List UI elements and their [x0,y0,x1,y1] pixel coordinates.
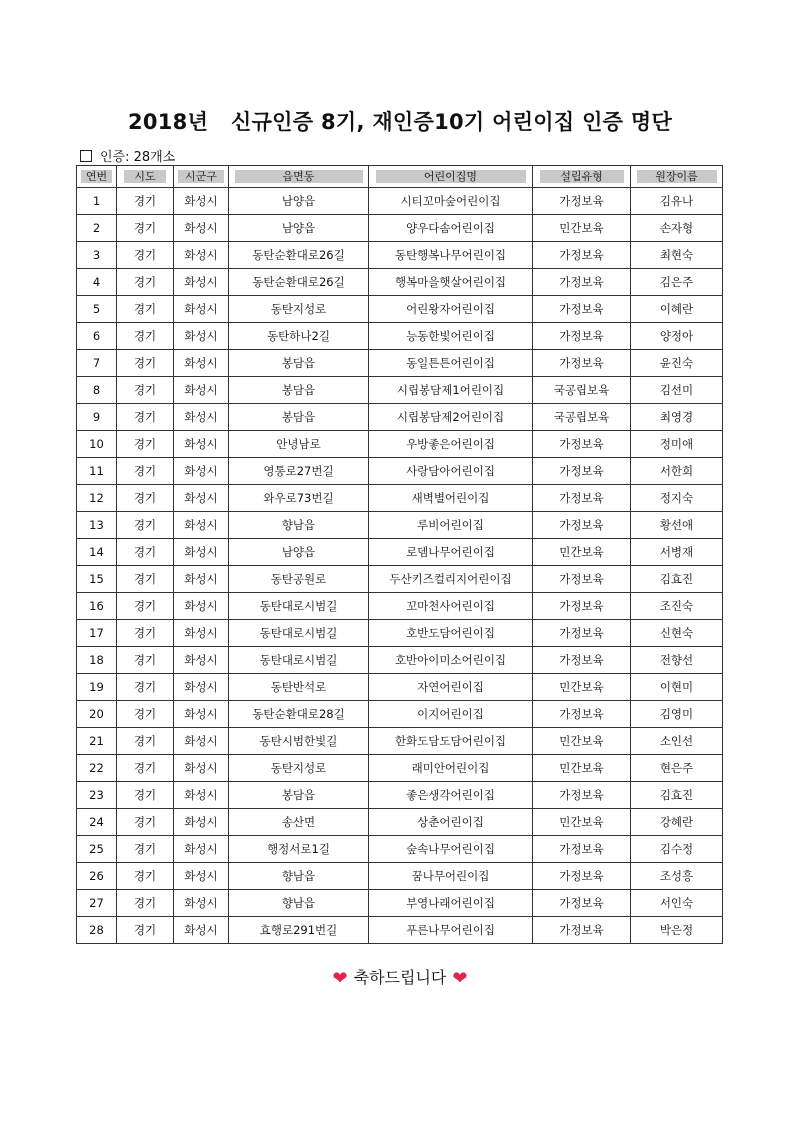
table-cell: 경기 [117,890,174,917]
table-cell: 호반아이미소어린이집 [369,647,533,674]
table-row [77,620,723,647]
table-row [77,863,723,890]
table-cell: 20 [77,701,117,728]
table-cell: 윤진숙 [631,350,723,377]
table-cell: 경기 [117,593,174,620]
table-cell: 향남읍 [229,512,369,539]
table-row [77,404,723,431]
table-cell: 시립봉담제1어린이집 [369,377,533,404]
table-cell: 가정보육 [533,647,631,674]
table-cell: 7 [77,350,117,377]
table-cell: 경기 [117,431,174,458]
table-cell: 17 [77,620,117,647]
table-cell: 28 [77,917,117,944]
table-row [77,647,723,674]
table-cell: 화성시 [174,647,229,674]
table-cell: 6 [77,323,117,350]
table-cell: 가정보육 [533,863,631,890]
table-cell: 화성시 [174,809,229,836]
table-cell: 가정보육 [533,323,631,350]
table-cell: 능동한빛어린이집 [369,323,533,350]
table-cell: 화성시 [174,539,229,566]
table-cell: 동탄지성로 [229,755,369,782]
col-header-district: 읍면동 [229,166,369,188]
table-row [77,566,723,593]
table-cell: 동탄대로시범길 [229,620,369,647]
table-cell: 화성시 [174,350,229,377]
table-cell: 김선미 [631,377,723,404]
table-row [77,188,723,215]
table-cell: 최영경 [631,404,723,431]
table-cell: 경기 [117,242,174,269]
table-cell: 18 [77,647,117,674]
table-cell: 국공립보육 [533,404,631,431]
table-cell: 좋은생각어린이집 [369,782,533,809]
table-row [77,269,723,296]
table-cell: 화성시 [174,242,229,269]
table-cell: 화성시 [174,620,229,647]
table-cell: 향남읍 [229,863,369,890]
table-cell: 자연어린이집 [369,674,533,701]
table-cell: 10 [77,431,117,458]
table-cell: 향남읍 [229,890,369,917]
table-cell: 가정보육 [533,593,631,620]
table-cell: 김수정 [631,836,723,863]
table-cell: 화성시 [174,485,229,512]
table-cell: 양정아 [631,323,723,350]
table-cell: 시티꼬마숲어린이집 [369,188,533,215]
table-cell: 신현숙 [631,620,723,647]
table-cell: 19 [77,674,117,701]
table-cell: 민간보육 [533,809,631,836]
table-cell: 경기 [117,458,174,485]
table-cell: 양우다솜어린이집 [369,215,533,242]
checkbox-square-icon [80,150,92,162]
table-row [77,593,723,620]
table-cell: 경기 [117,836,174,863]
table-cell: 경기 [117,755,174,782]
table-cell: 최현숙 [631,242,723,269]
table-cell: 8 [77,377,117,404]
table-row [77,836,723,863]
table-cell: 가정보육 [533,350,631,377]
table-cell: 화성시 [174,377,229,404]
table-cell: 1 [77,188,117,215]
col-header-number: 연번 [77,166,117,188]
table-cell: 경기 [117,377,174,404]
table-cell: 11 [77,458,117,485]
table-cell: 상춘어린이집 [369,809,533,836]
table-cell: 영통로27번길 [229,458,369,485]
table-cell: 조진숙 [631,593,723,620]
table-cell: 손자형 [631,215,723,242]
table-cell: 경기 [117,809,174,836]
table-cell: 가정보육 [533,566,631,593]
table-cell: 동탄시범한빛길 [229,728,369,755]
table-cell: 15 [77,566,117,593]
summary-text: 인증: 28개소 [100,150,176,165]
table-cell: 행복마을햇살어린이집 [369,269,533,296]
table-cell: 12 [77,485,117,512]
table-cell: 이현미 [631,674,723,701]
table-cell: 현은주 [631,755,723,782]
table-cell: 두산키즈컬리지어린이집 [369,566,533,593]
table-cell: 봉담읍 [229,782,369,809]
table-cell: 봉담읍 [229,350,369,377]
table-cell: 23 [77,782,117,809]
table-cell: 화성시 [174,674,229,701]
table-cell: 정지숙 [631,485,723,512]
table-row [77,431,723,458]
table-cell: 14 [77,539,117,566]
table-row [77,728,723,755]
table-cell: 정미애 [631,431,723,458]
certification-table [76,165,723,944]
table-cell: 민간보육 [533,728,631,755]
table-cell: 강혜란 [631,809,723,836]
table-row [77,890,723,917]
table-cell: 동탄순환대로26길 [229,242,369,269]
table-cell: 경기 [117,215,174,242]
table-row [77,296,723,323]
table-row [77,701,723,728]
table-cell: 화성시 [174,404,229,431]
col-header-province: 시도 [117,166,174,188]
table-cell: 민간보육 [533,539,631,566]
table-row [77,782,723,809]
table-cell: 서인숙 [631,890,723,917]
table-cell: 가정보육 [533,701,631,728]
table-cell: 김은주 [631,269,723,296]
table-cell: 꿈나무어린이집 [369,863,533,890]
table-cell: 봉담읍 [229,404,369,431]
table-cell: 화성시 [174,512,229,539]
table-cell: 화성시 [174,836,229,863]
table-cell: 경기 [117,323,174,350]
table-cell: 김영미 [631,701,723,728]
heart-icon: ❤ [452,968,468,989]
table-row [77,917,723,944]
table-cell: 경기 [117,404,174,431]
table-cell: 경기 [117,620,174,647]
table-cell: 가정보육 [533,242,631,269]
table-cell: 가정보육 [533,782,631,809]
table-cell: 3 [77,242,117,269]
table-cell: 사랑담아어린이집 [369,458,533,485]
table-row [77,512,723,539]
table-cell: 화성시 [174,890,229,917]
table-cell: 9 [77,404,117,431]
table-cell: 전향선 [631,647,723,674]
table-cell: 꼬마천사어린이집 [369,593,533,620]
table-cell: 송산면 [229,809,369,836]
table-cell: 경기 [117,269,174,296]
table-cell: 로뎀나무어린이집 [369,539,533,566]
table-cell: 화성시 [174,755,229,782]
table-cell: 동탄지성로 [229,296,369,323]
table-cell: 21 [77,728,117,755]
table-cell: 가정보육 [533,512,631,539]
table-cell: 동탄순환대로28길 [229,701,369,728]
table-cell: 가정보육 [533,890,631,917]
table-cell: 민간보육 [533,755,631,782]
table-cell: 화성시 [174,188,229,215]
table-cell: 새벽별어린이집 [369,485,533,512]
table-row [77,350,723,377]
table-row [77,242,723,269]
table-cell: 경기 [117,188,174,215]
table-cell: 우방좋은어린이집 [369,431,533,458]
table-cell: 화성시 [174,431,229,458]
table-cell: 봉담읍 [229,377,369,404]
table-cell: 25 [77,836,117,863]
table-cell: 김유나 [631,188,723,215]
table-row [77,215,723,242]
table-cell: 민간보육 [533,674,631,701]
table-cell: 5 [77,296,117,323]
table-cell: 효행로291번길 [229,917,369,944]
table-cell: 22 [77,755,117,782]
col-header-daycare-name: 어린이집명 [369,166,533,188]
table-cell: 남양읍 [229,215,369,242]
table-cell: 동일튼튼어린이집 [369,350,533,377]
table-cell: 경기 [117,539,174,566]
table-cell: 가정보육 [533,431,631,458]
table-cell: 안녕남로 [229,431,369,458]
certification-summary [80,146,175,165]
table-cell: 경기 [117,647,174,674]
table-row [77,674,723,701]
table-row [77,485,723,512]
table-cell: 동탄공원로 [229,566,369,593]
table-cell: 경기 [117,917,174,944]
table-cell: 소인선 [631,728,723,755]
table-cell: 가정보육 [533,458,631,485]
table-cell: 화성시 [174,701,229,728]
table-cell: 민간보육 [533,215,631,242]
table-cell: 남양읍 [229,539,369,566]
col-header-city: 시군구 [174,166,229,188]
table-cell: 16 [77,593,117,620]
table-cell: 화성시 [174,566,229,593]
table-cell: 화성시 [174,269,229,296]
table-cell: 가정보육 [533,620,631,647]
table-cell: 경기 [117,674,174,701]
table-cell: 루비어린이집 [369,512,533,539]
table-cell: 남양읍 [229,188,369,215]
table-row [77,539,723,566]
table-cell: 김효진 [631,566,723,593]
table-cell: 동탄순환대로26길 [229,269,369,296]
table-cell: 부영나래어린이집 [369,890,533,917]
table-cell: 화성시 [174,917,229,944]
table-cell: 가정보육 [533,296,631,323]
table-cell: 박은정 [631,917,723,944]
table-cell: 24 [77,809,117,836]
table-cell: 황선애 [631,512,723,539]
table-cell: 가정보육 [533,188,631,215]
col-header-type: 설립유형 [533,166,631,188]
table-cell: 화성시 [174,215,229,242]
table-cell: 경기 [117,485,174,512]
table-row [77,377,723,404]
table-cell: 시립봉담제2어린이집 [369,404,533,431]
table-cell: 경기 [117,728,174,755]
table-row [77,323,723,350]
table-cell: 화성시 [174,728,229,755]
table-cell: 4 [77,269,117,296]
table-cell: 이지어린이집 [369,701,533,728]
table-cell: 2 [77,215,117,242]
table-cell: 27 [77,890,117,917]
table-cell: 어린왕자어린이집 [369,296,533,323]
table-cell: 김효진 [631,782,723,809]
page-title: 2018년 신규인증 8기, 재인증10기 어린이집 인증 명단 [127,110,673,134]
table-cell: 서한희 [631,458,723,485]
table-cell: 26 [77,863,117,890]
table-cell: 숲속나무어린이집 [369,836,533,863]
table-cell: 조성흥 [631,863,723,890]
table-cell: 경기 [117,512,174,539]
table-cell: 푸른나무어린이집 [369,917,533,944]
table-row [77,809,723,836]
table-row [77,755,723,782]
table-cell: 화성시 [174,863,229,890]
closing-message [0,965,800,989]
table-row [77,458,723,485]
table-cell: 국공립보육 [533,377,631,404]
table-cell: 서병재 [631,539,723,566]
col-header-director: 원장이름 [631,166,723,188]
table-cell: 호반도담어린이집 [369,620,533,647]
heart-icon: ❤ [332,968,348,989]
table-cell: 동탄반석로 [229,674,369,701]
table-cell: 화성시 [174,323,229,350]
table-cell: 이혜란 [631,296,723,323]
table-cell: 와우로73번길 [229,485,369,512]
table-cell: 경기 [117,782,174,809]
table-cell: 동탄행복나무어린이집 [369,242,533,269]
congratulations-text: 축하드립니다 [353,968,447,987]
table-cell: 경기 [117,296,174,323]
table-cell: 화성시 [174,296,229,323]
table-cell: 경기 [117,350,174,377]
table-cell: 화성시 [174,782,229,809]
table-cell: 래미안어린이집 [369,755,533,782]
table-cell: 경기 [117,701,174,728]
table-cell: 화성시 [174,593,229,620]
table-cell: 13 [77,512,117,539]
table-cell: 동탄대로시범길 [229,647,369,674]
table-cell: 경기 [117,566,174,593]
table-cell: 화성시 [174,458,229,485]
table-header-row [77,166,723,188]
table-cell: 한화도담도담어린이집 [369,728,533,755]
table-cell: 가정보육 [533,269,631,296]
table-cell: 경기 [117,863,174,890]
table-cell: 동탄하나2길 [229,323,369,350]
table-cell: 가정보육 [533,836,631,863]
table-cell: 동탄대로시범길 [229,593,369,620]
table-cell: 행정서로1길 [229,836,369,863]
table-cell: 가정보육 [533,917,631,944]
table-cell: 가정보육 [533,485,631,512]
